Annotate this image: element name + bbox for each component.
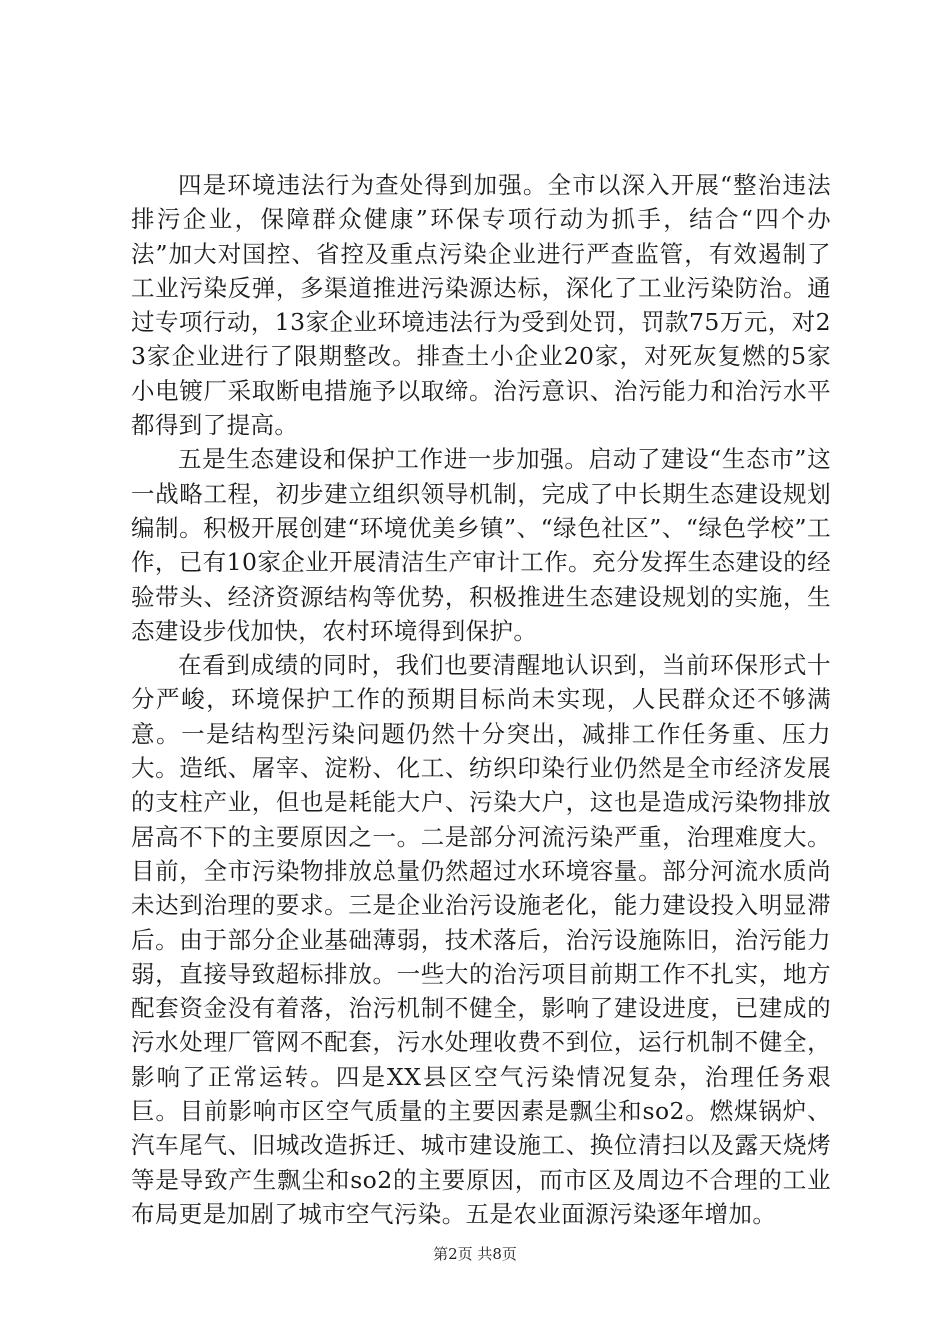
- document-body: [131, 168, 831, 1231]
- paragraph-ecological-construction: 五是生态建设和保护工作进一步加强。启动了建设“生态市”这一战略工程，初步建立组织领导机制，完成了中长期生态建设规划编制。积极开展创建“环境优美乡镇”、“绿色社区”、“绿色学校”工作，已有10家企业开展清洁生产审计工作。充分发挥生态建设的经验带头、经济资源结构等优势，积极推进生态建设规划的实施，生态建设步伐加快，农村环境得到保护。: [131, 445, 831, 645]
- paragraph-existing-problems: 在看到成绩的同时，我们也要清醒地认识到，当前环保形式十分严峻，环境保护工作的预期目标尚未实现，人民群众还不够满意。一是结构型污染问题仍然十分突出，减排工作任务重、压力大。造纸、屠宰、淀粉、化工、纺织印染行业仍然是全市经济发展的支柱产业，但也是耗能大户、污染大户，这也是造成污染物排放居高不下的主要原因之一。二是部分河流污染严重，治理难度大。目前，全市污染物排放总量仍然超过水环境容量。部分河流水质尚未达到治理的要求。三是企业治污设施老化，能力建设投入明显滞后。由于部分企业基础薄弱，技术落后，治污设施陈旧，治污能力弱，直接导致超标排放。一些大的治污项目前期工作不扎实，地方配套资金没有着落，治污机制不健全，影响了建设进度，已建成的污水处理厂管网不配套，污水处理收费不到位，运行机制不健全，影响了正常运转。四是XX县区空气污染情况复杂，治理任务艰巨。目前影响市区空气质量的主要因素是飘尘和so2。燃煤锅炉、汽车尾气、旧城改造拆迁、城市建设施工、换位清扫以及露天烧烤等是导致产生飘尘和so2的主要原因，而市区及周边不合理的工业布局更是加剧了城市空气污染。五是农业面源污染逐年增加。: [131, 651, 831, 1228]
- paragraph-law-enforcement: 四是环境违法行为查处得到加强。全市以深入开展“整治违法排污企业，保障群众健康”环保专项行动为抓手，结合“四个办法”加大对国控、省控及重点污染企业进行严查监管，有效遏制了工业污染反弹，多渠道推进污染源达标，深化了工业污染防治。通过专项行动，13家企业环境违法行为受到处罚，罚款75万元，对23家企业进行了限期整改。排查土小企业20家，对死灰复燃的5家小电镀厂采取断电措施予以取缔。治污意识、治污能力和治污水平都得到了提高。: [131, 171, 831, 440]
- page-number-footer: 第2页 共8页: [433, 1245, 517, 1263]
